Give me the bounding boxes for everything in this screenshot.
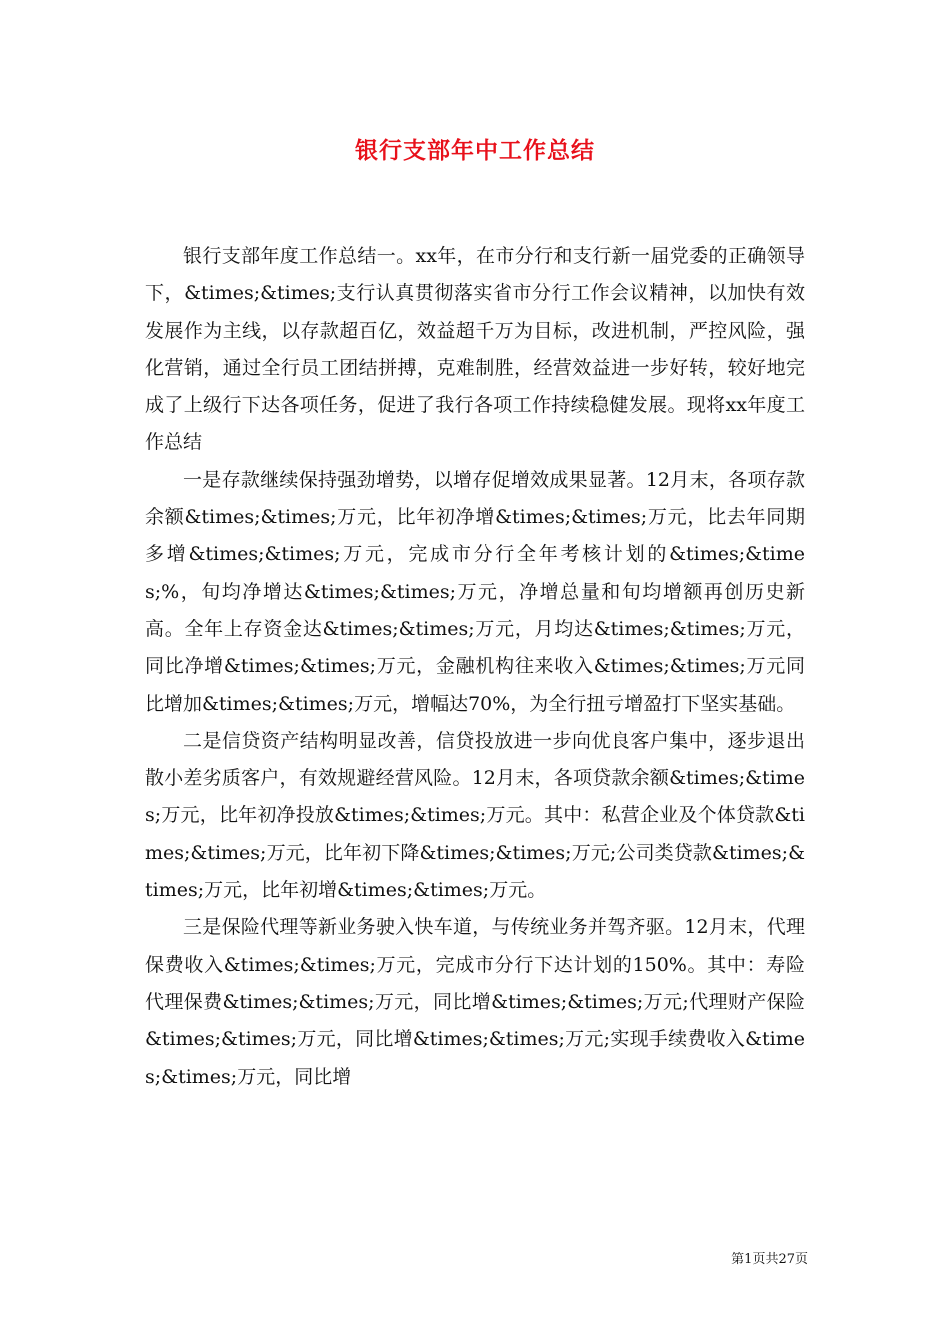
document-body [145, 238, 805, 1096]
paragraph-credit: 二是信贷资产结构明显改善，信贷投放进一步向优良客户集中，逐步退出散小差劣质客户，有效规避经营风险。12月末，各项贷款余额&times;&times;万元，比年初净投放&times;&times;万元。其中：私营企业及个体贷款&times;&times;万元，比年初下降&times;&times;万元;公司类贷款&times;&times;万元，比年初增&times;&times;万元。 [145, 729, 805, 902]
paragraph-deposits: 一是存款继续保持强劲增势，以增存促增效成果显著。12月末，各项存款余额&times;&times;万元，比年初净增&times;&times;万元，比去年同期多增&times;&times;万元，完成市分行全年考核计划的&times;&times;%，旬均净增达&times;&times;万元，净增总量和旬均增额再创历史新高。全年上存资金达&times;&times;万元，月均达&times;&times;万元，同比净增&times;&times;万元，金融机构往来收入&times;&times;万元同比增加&times;&times;万元，增幅达70%，为全行扭亏增盈打下坚实基础。 [145, 468, 805, 715]
paragraph-insurance: 三是保险代理等新业务驶入快车道，与传统业务并驾齐驱。12月末，代理保费收入&times;&times;万元，完成市分行下达计划的150%。其中：寿险代理保费&times;&times;万元，同比增&times;&times;万元;代理财产保险&times;&times;万元，同比增&times;&times;万元;实现手续费收入&times;&times;万元，同比增 [145, 916, 805, 1088]
document-title: 银行支部年中工作总结 [355, 137, 595, 164]
page-footer: 第1页共27页 [731, 1252, 808, 1267]
paragraph-intro: 银行支部年度工作总结一。xx年，在市分行和支行新一届党委的正确领导下，&times;&times;支行认真贯彻落实省市分行工作会议精神，以加快有效发展作为主线，以存款超百亿，效益超千万为目标，改进机制，严控风险，强化营销，通过全行员工团结拼搏，克难制胜，经营效益进一步好转，较好地完成了上级行下达各项任务，促进了我行各项工作持续稳健发展。现将xx年度工作总结 [145, 245, 805, 454]
